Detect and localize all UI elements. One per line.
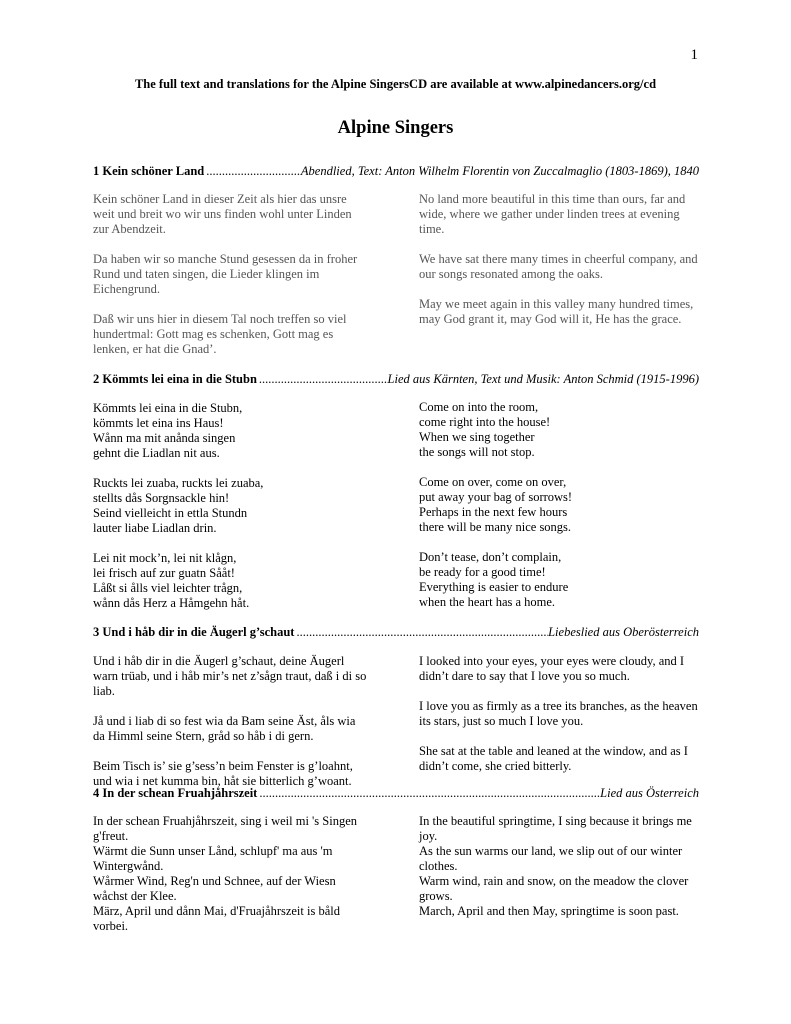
song-1-german-stanza-3: Daß wir uns hier in diesem Tal noch treffen so viel hundertmal: Gott mag es schenken, Gott mag es lenken, er hat die Gnad’. bbox=[93, 312, 347, 356]
song-1-dot-leader bbox=[204, 164, 301, 179]
song-3-english bbox=[419, 654, 701, 789]
song-1-info: Abendlied, Text: Anton Wilhelm Florentin von Zuccalmaglio (1803-1869), 1840 bbox=[300, 164, 699, 178]
song-2-german bbox=[93, 401, 368, 626]
song-3-german-stanza-3: Beim Tisch is’ sie g’sess’n beim Fenster is g’loahnt, und wia i net kumma bin, håt sie bitterlich g’woant. bbox=[93, 759, 353, 788]
song-4-english-stanza-1: In the beautiful springtime, I sing because it brings me joy. As the sun warms our land, we slip out of our winter clothes. Warm wind, rain and snow, on the meadow the clover grows. March, April and then May, springtime is soon past. bbox=[419, 814, 692, 918]
song-3-german bbox=[93, 654, 368, 804]
page-title: Alpine Singers bbox=[337, 118, 454, 138]
song-4-title: 4 In der schean Fruahjåhrszeit bbox=[93, 786, 258, 800]
song-3-german-stanza-1: Und i håb dir in die Äugerl g’schaut, deine Äugerl warn trüab, und i håb mir’s net z’sågn traut, daß i di so liab. bbox=[93, 654, 367, 698]
song-2-german-stanza-1: Kömmts lei eina in die Stubn, kömmts let eina ins Haus! Wånn ma mit anånda singen gehnt die Liadlan nit aus. bbox=[93, 401, 243, 460]
song-1-english-stanza-2: We have sat there many times in cheerful company, and our songs resonated among the oaks. bbox=[419, 252, 698, 281]
song-3-title: 3 Und i håb dir in die Äugerl g’schaut bbox=[93, 625, 295, 639]
header-note: The full text and translations for the Alpine SingersCD are available at www.alpinedancers.org/cd bbox=[134, 77, 657, 91]
song-1-german-stanza-2: Da haben wir so manche Stund gesessen da in froher Rund und taten singen, die Lieder klingen im Eichengrund. bbox=[93, 252, 358, 296]
song-2-german-stanza-2: Ruckts lei zuaba, ruckts lei zuaba, stellts dås Sorgnsackle hin! Seind vielleicht in ettla Stundn lauter liabe Liadlan drin. bbox=[93, 476, 264, 535]
song-2-english-stanza-3: Don’t tease, don’t complain, be ready for a good time! Everything is easier to endure when the heart has a home. bbox=[419, 550, 569, 609]
song-1-english-stanza-3: May we meet again in this valley many hundred times, may God grant it, may God will it, He has the grace. bbox=[419, 297, 694, 326]
song-2-title: 2 Kömmts lei eina in die Stubn bbox=[93, 372, 257, 386]
song-2-german-stanza-3: Lei nit mock’n, lei nit klågn, lei frisch auf zur guatn Sååt! Låßt si ålls viel leichter trågn, wånn dås Herz a Håmgehn håt. bbox=[93, 551, 250, 610]
song-1-german-stanza-1: Kein schöner Land in dieser Zeit als hier das unsre weit und breit wo wir uns finden wohl unter Linden zur Abendzeit. bbox=[93, 192, 352, 236]
song-1-title: 1 Kein schöner Land bbox=[93, 164, 205, 178]
song-2-info: Lied aus Kärnten, Text und Musik: Anton Schmid (1915-1996) bbox=[387, 372, 699, 386]
song-4-heading bbox=[93, 786, 699, 801]
song-4-info: Lied aus Österreich bbox=[600, 786, 699, 800]
song-4-dot-leader bbox=[257, 786, 600, 801]
song-2-english-stanza-2: Come on over, come on over, put away your bag of sorrows! Perhaps in the next few hours there will be many nice songs. bbox=[419, 475, 573, 534]
song-1-english-stanza-1: No land more beautiful in this time than ours, far and wide, where we gather under linden trees at evening time. bbox=[419, 192, 686, 236]
song-3-english-stanza-1: I looked into your eyes, your eyes were cloudy, and I didn’t dare to say that I love you so much. bbox=[419, 654, 685, 683]
song-4-german bbox=[93, 814, 368, 949]
song-4-english bbox=[419, 814, 701, 934]
song-3-german-stanza-2: Jå und i liab di so fest wia da Bam seine Äst, åls wia da Himml seine Stern, gråd so håb i di gern. bbox=[93, 714, 356, 743]
song-3-dot-leader bbox=[294, 625, 548, 640]
song-3-info: Liebeslied aus Oberösterreich bbox=[548, 625, 699, 639]
song-3-english-stanza-3: She sat at the table and leaned at the window, and as I didn’t come, she cried bitterly. bbox=[419, 744, 688, 773]
song-3-english-stanza-2: I love you as firmly as a tree its branches, as the heaven its stars, just so much I love you. bbox=[419, 699, 698, 728]
song-1-heading bbox=[93, 164, 699, 179]
page-number: 1 bbox=[690, 47, 698, 63]
song-1-german bbox=[93, 192, 368, 372]
song-2-english-stanza-1: Come on into the room, come right into the house! When we sing together the songs will not stop. bbox=[419, 400, 551, 459]
song-2-dot-leader bbox=[257, 372, 388, 387]
song-2-heading bbox=[93, 372, 699, 387]
song-1-english bbox=[419, 192, 701, 342]
song-4-german-stanza-1: In der schean Fruahjåhrszeit, sing i weil mi 's Singen g'freut. Wärmt die Sunn unser Lånd, schlupf' ma aus 'm Wintergwånd. Wårmer Wind, Reg'n und Schnee, auf der Wiesn wåchst der Klee. März, April und dånn Mai, d'Fruajåhrszeit is båld vorbei. bbox=[93, 814, 358, 933]
song-2-english bbox=[419, 400, 701, 625]
song-3-heading bbox=[93, 625, 699, 640]
